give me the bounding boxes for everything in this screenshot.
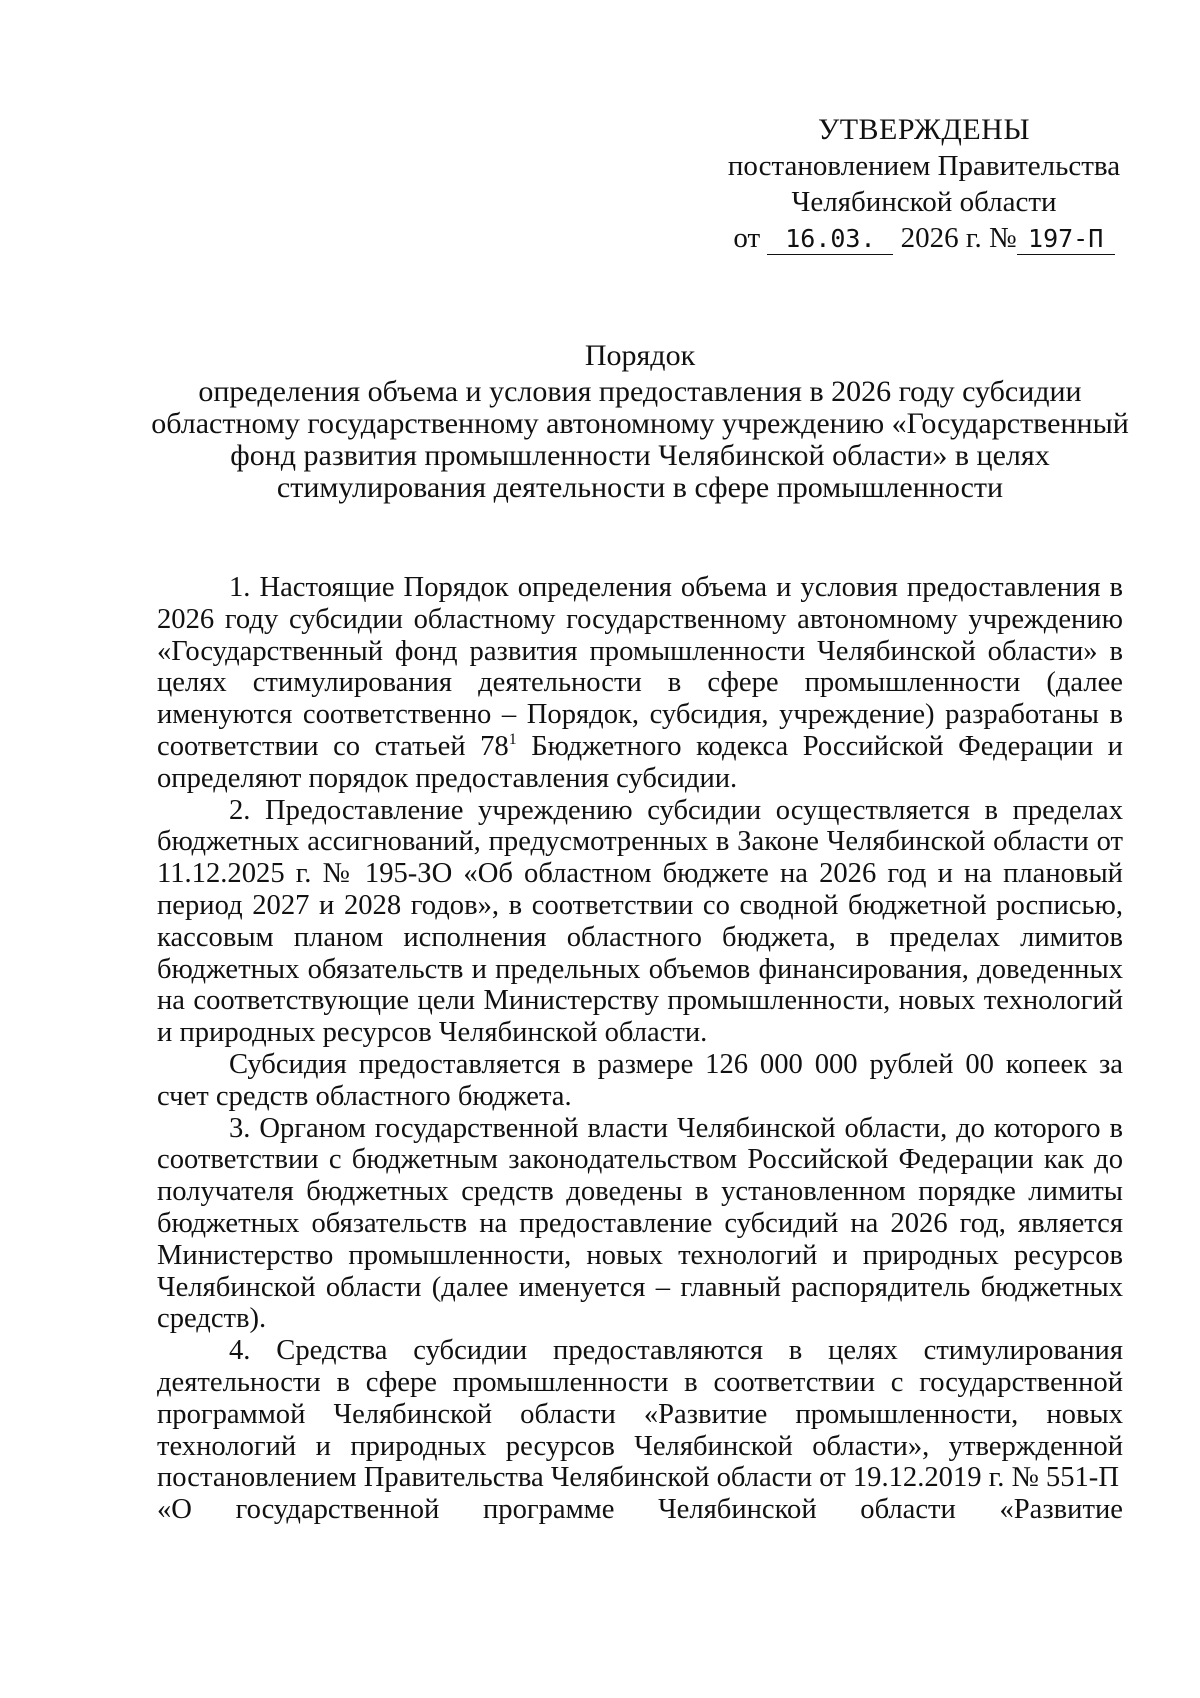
- title-subtitle: определения объема и условия предоставления в 2026 году субсидии областному государственному автономному учреждению «Государственный фонд развития промышленности Челябинской области» в целях стимулирования деятельности в сфере промышленности: [151, 375, 1129, 504]
- approval-heading: УТВЕРЖДЕНЫ: [817, 113, 1031, 146]
- approval-stamp: [724, 112, 1124, 256]
- document-body: [157, 572, 1123, 1526]
- paragraph-1-part-b: Бюджетного кодекса Российской Федерации и определяют порядок предоставления субсидии.: [157, 730, 1123, 794]
- approval-number: 197-П: [1017, 224, 1115, 255]
- paragraph-4: 4. Средства субсидии предоставляются в целях стимулирования деятельности в сфере промышленности в соответствии с государственной программой Челябинской области «Развитие промышленности, новых технологий и природных ресурсов Челябинской области», утвержденной постановлением Правительства Челябинской области от 19.12.2019 г. № 551-П: [157, 1335, 1123, 1494]
- last-line-word: «О: [157, 1494, 192, 1526]
- paragraph-4-last-line: [157, 1494, 1123, 1526]
- approval-year: 2026 г. №: [900, 222, 1017, 254]
- approval-line-1: постановлением Правительства: [727, 150, 1121, 182]
- article-superscript: 1: [508, 731, 517, 749]
- approval-date: 16.03.: [767, 224, 893, 255]
- approval-date-line: [724, 220, 1124, 256]
- last-line-word: области: [860, 1494, 956, 1526]
- paragraph-1-part-a: 1. Настоящие Порядок определения объема и условия предоставления в 2026 году субсидии областному государственному автономному учреждению «Государственный фонд развития промышленности Челябинской области» в целях стимулирования деятельности в сфере промышленности (далее именуются соответственно – Порядок, субсидия, учреждение) разработаны в соответствии со статьей 78: [157, 572, 1123, 762]
- title-main: Порядок: [584, 339, 696, 372]
- paragraph-1: [157, 572, 1123, 795]
- document-title: [150, 340, 1130, 504]
- last-line-word: программе: [482, 1494, 615, 1526]
- last-line-word: «Развитие: [999, 1494, 1123, 1526]
- paragraph-2: 2. Предоставление учреждению субсидии осуществляется в пределах бюджетных ассигнований, предусмотренных в Законе Челябинской области от 11.12.2025 г. № 195-ЗО «Об областном бюджете на 2026 год и на плановый период 2027 и 2028 годов», в соответствии со сводной бюджетной росписью, кассовым планом исполнения областного бюджета, в пределах лимитов бюджетных обязательств и предельных объемов финансирования, доведенных на соответствующие цели Министерству промышленности, новых технологий и природных ресурсов Челябинской области.: [157, 794, 1123, 1049]
- approval-line-2: Челябинской области: [791, 186, 1057, 218]
- approval-prefix: от: [733, 222, 761, 254]
- last-line-word: государственной: [235, 1494, 440, 1526]
- paragraph-3: 3. Органом государственной власти Челябинской области, до которого в соответствии с бюджетным законодательством Российской Федерации как до получателя бюджетных средств доведены в установленном порядке лимиты бюджетных обязательств на предоставление субсидий на 2026 год, является Министерство промышленности, новых технологий и природных ресурсов Челябинской области (далее именуется – главный распорядитель бюджетных средств).: [157, 1112, 1123, 1335]
- paragraph-2-amount: Субсидия предоставляется в размере 126 000 000 рублей 00 копеек за счет средств областного бюджета.: [157, 1048, 1123, 1112]
- last-line-word: Челябинской: [658, 1494, 817, 1526]
